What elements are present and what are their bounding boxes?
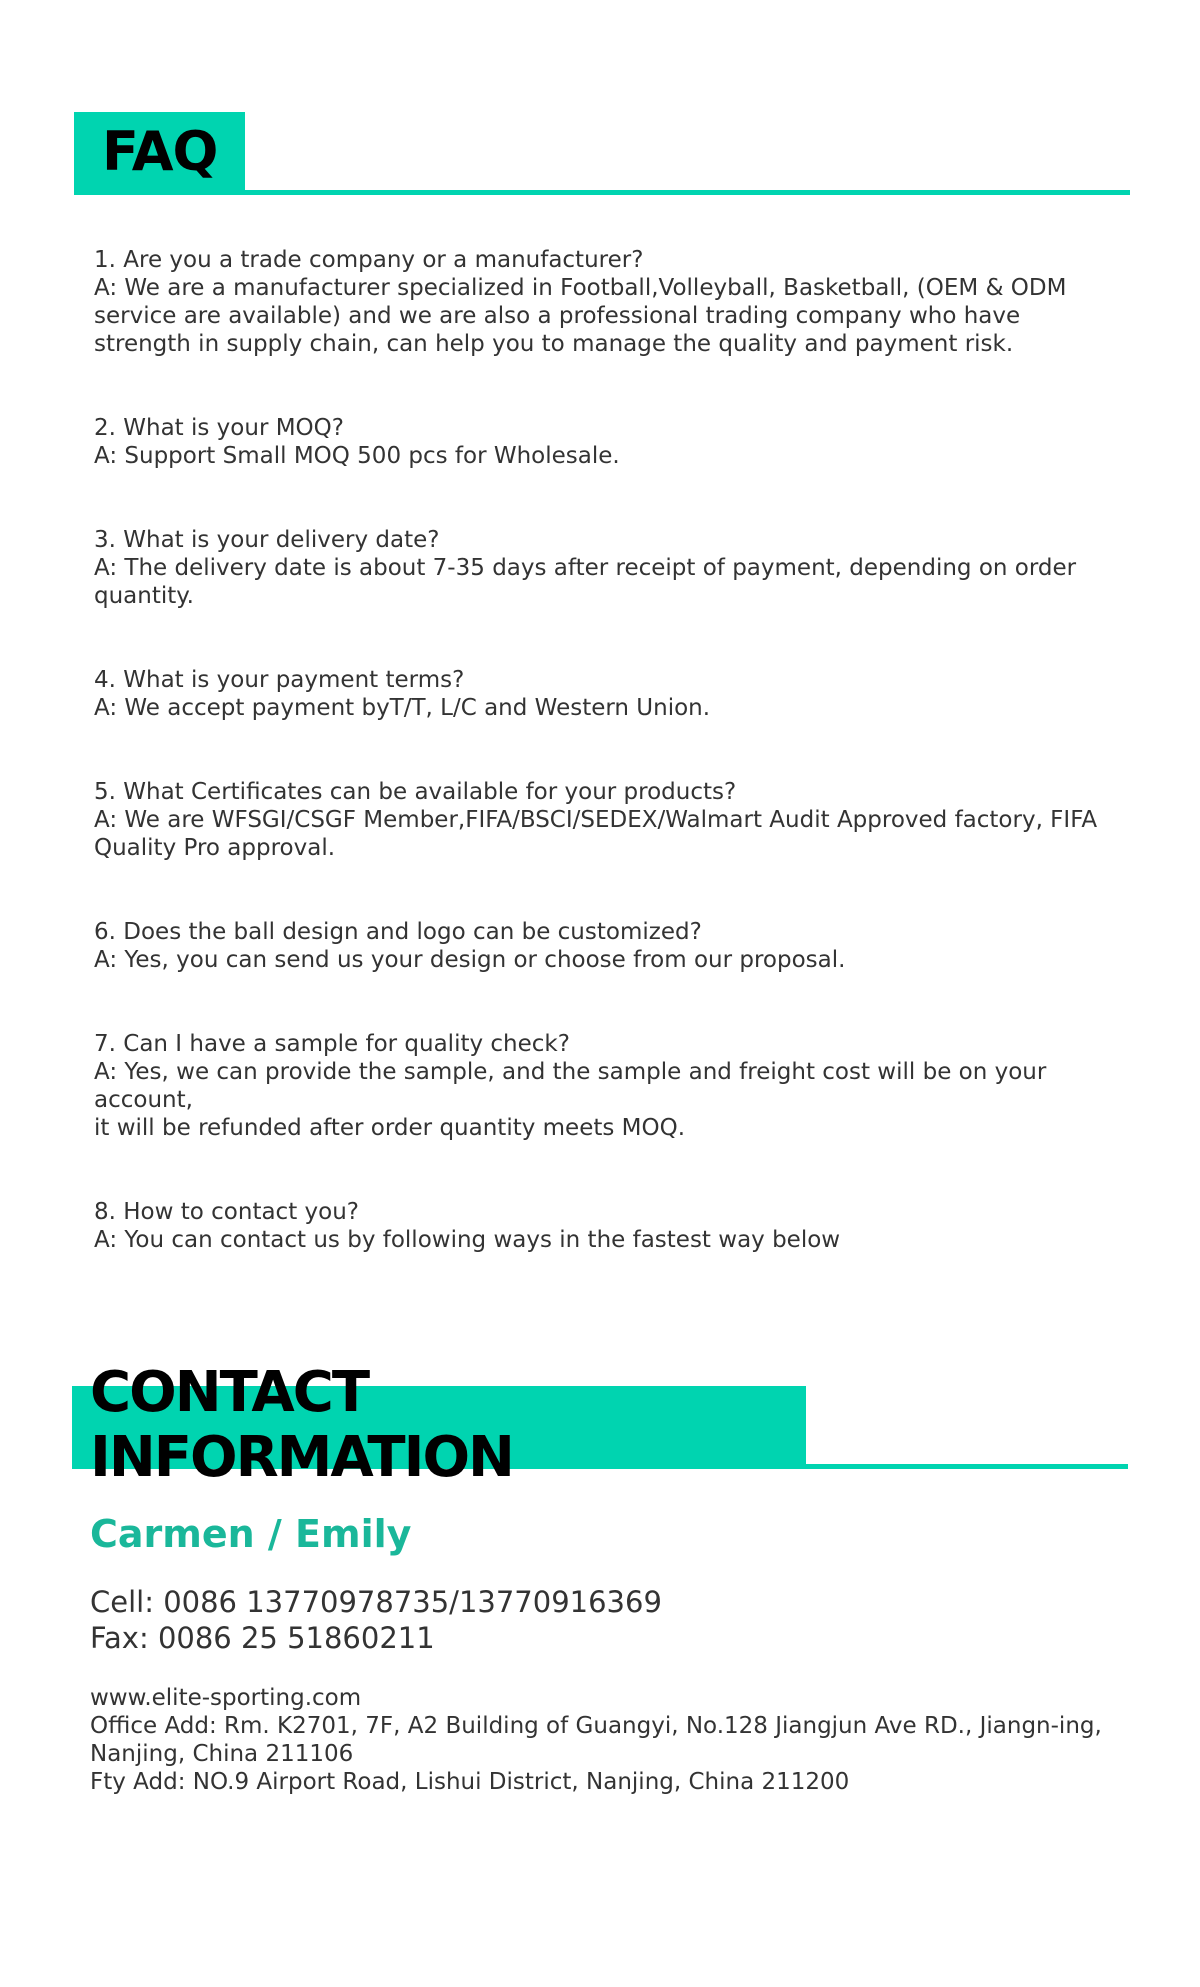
faq-title-tab xyxy=(74,112,245,190)
faq-item-8 xyxy=(94,1198,1124,1254)
faq-answer: A: Yes, you can send us your design or choose from our proposal. xyxy=(94,947,846,973)
faq-answer-continued: it will be refunded after order quantity meets MOQ. xyxy=(94,1115,686,1141)
faq-answer: A: The delivery date is about 7-35 days after receipt of payment, depending on order quantity. xyxy=(94,555,1077,609)
faq-question: 5. What Certificates can be available for your products? xyxy=(94,779,737,805)
contact-office-address: Office Add: Rm. K2701, 7F, A2 Building of Guangyi, No.128 Jiangjun Ave RD., Jiangn-ing, Nanjing, China 211106 xyxy=(90,1713,1102,1767)
contact-factory-address: Fty Add: NO.9 Airport Road, Lishui District, Nanjing, China 211200 xyxy=(90,1769,850,1795)
contact-title-tab xyxy=(72,1360,806,1490)
faq-item-1 xyxy=(94,246,1124,358)
faq-answer: A: We accept payment byT/T, L/C and Western Union. xyxy=(94,695,711,721)
faq-item-2 xyxy=(94,414,1124,470)
faq-item-6 xyxy=(94,918,1124,974)
faq-question: 3. What is your delivery date? xyxy=(94,527,440,553)
faq-question: 1. Are you a trade company or a manufacturer? xyxy=(94,247,644,273)
contact-fax: Fax: 0086 25 51860211 xyxy=(90,1621,435,1655)
faq-list xyxy=(94,246,1124,1310)
faq-item-5 xyxy=(94,778,1124,862)
faq-item-4 xyxy=(94,666,1124,722)
contact-details xyxy=(90,1684,1130,1796)
contact-cell: Cell: 0086 13770978735/13770916369 xyxy=(90,1585,662,1619)
faq-question: 6. Does the ball design and logo can be customized? xyxy=(94,919,702,945)
faq-answer: A: Support Small MOQ 500 pcs for Wholesale. xyxy=(94,443,620,469)
faq-question: 4. What is your payment terms? xyxy=(94,667,465,693)
faq-question: 7. Can I have a sample for quality check? xyxy=(94,1031,570,1057)
contact-header xyxy=(72,1360,1128,1490)
faq-answer: A: You can contact us by following ways in the fastest way below xyxy=(94,1227,841,1253)
faq-answer: A: We are WFSGI/CSGF Member,FIFA/BSCI/SEDEX/Walmart Audit Approved factory, FIFA Quality Pro approval. xyxy=(94,807,1098,861)
faq-title: FAQ xyxy=(102,119,218,183)
faq-answer: A: Yes, we can provide the sample, and the sample and freight cost will be on your account, xyxy=(94,1059,1047,1113)
contact-title: CONTACT INFORMATION xyxy=(90,1360,513,1490)
faq-question: 2. What is your MOQ? xyxy=(94,415,344,441)
contact-info xyxy=(90,1510,1130,1796)
faq-header xyxy=(74,112,1130,195)
contact-website: www.elite-sporting.com xyxy=(90,1685,362,1711)
faq-item-3 xyxy=(94,526,1124,610)
faq-answer: A: We are a manufacturer specialized in Football,Volleyball, Basketball, (OEM & ODM service are available) and we are also a professional trading company who have strength in supply chain, can help you to manage the quality and payment risk. xyxy=(94,275,1067,357)
contact-names: Carmen / Emily xyxy=(90,1512,412,1556)
faq-item-7 xyxy=(94,1030,1124,1142)
faq-question: 8. How to contact you? xyxy=(94,1199,359,1225)
